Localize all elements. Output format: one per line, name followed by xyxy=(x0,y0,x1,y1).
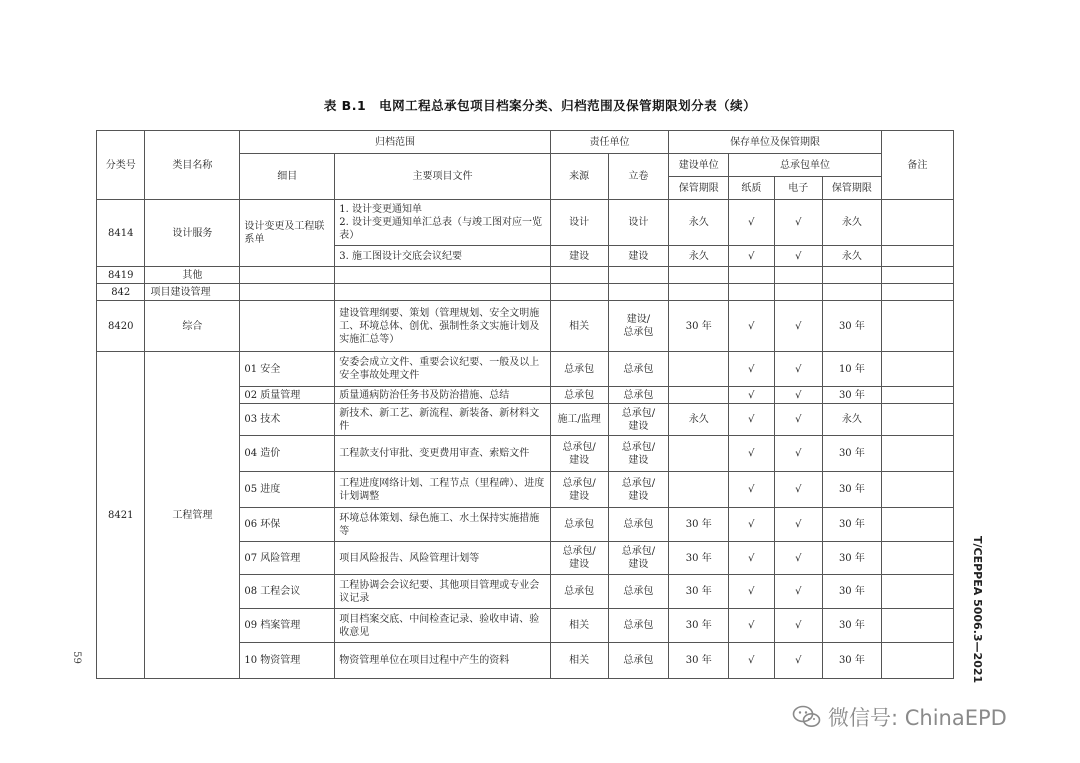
paper-check: √ xyxy=(729,575,774,609)
source-cell: 总承包/ 建设 xyxy=(550,436,608,472)
remark-cell xyxy=(881,542,953,575)
sub-item: 04 造价 xyxy=(240,436,335,472)
period-cell: 30 年 xyxy=(823,643,882,679)
docs-cell: 3. 施工图设计交底会议纪要 xyxy=(335,246,551,267)
table-row xyxy=(97,352,954,387)
remark-cell xyxy=(881,575,953,609)
period-cell: 30 年 xyxy=(823,542,882,575)
table-title: 表 B.1 电网工程总承包项目档案分类、归档范围及保管期限划分表（续） xyxy=(323,98,757,113)
filing-cell: 总承包 xyxy=(608,352,669,387)
period-cell: 30 年 xyxy=(823,575,882,609)
electronic-check: √ xyxy=(774,575,822,609)
header-source: 来源 xyxy=(550,154,608,200)
electronic-check: √ xyxy=(774,609,822,643)
sub-item xyxy=(240,301,335,352)
source-cell: 相关 xyxy=(550,609,608,643)
electronic-check: √ xyxy=(774,352,822,387)
electronic-check: √ xyxy=(774,472,822,508)
wechat-icon xyxy=(792,704,822,730)
header-keeping: 保存单位及保管期限 xyxy=(669,131,881,154)
group-name: 工程管理 xyxy=(145,352,240,679)
sub-item: 03 技术 xyxy=(240,404,335,436)
owner-period-cell: 永久 xyxy=(669,200,729,246)
docs-cell: 物资管理单位在项目过程中产生的资料 xyxy=(335,643,551,679)
owner-period-cell xyxy=(669,352,729,387)
docs-cell: 工程进度网络计划、工程节点（里程碑）、进度计划调整 xyxy=(335,472,551,508)
period-cell: 30 年 xyxy=(823,609,882,643)
docs-cell: 项目风险报告、风险管理计划等 xyxy=(335,542,551,575)
owner-period-cell xyxy=(669,436,729,472)
filing-cell: 总承包 xyxy=(608,609,669,643)
header-contractor-period: 保管期限 xyxy=(823,177,882,200)
group-name: 项目建设管理 xyxy=(145,284,240,301)
filing-cell: 总承包 xyxy=(608,387,669,404)
group-code: 8419 xyxy=(97,267,145,284)
header-docs: 主要项目文件 xyxy=(335,154,551,200)
sub-item: 08 工程会议 xyxy=(240,575,335,609)
paper-check: √ xyxy=(729,508,774,542)
source-cell: 建设 xyxy=(550,246,608,267)
header-category: 类目名称 xyxy=(145,131,240,200)
source-cell: 施工/监理 xyxy=(550,404,608,436)
group-name: 综合 xyxy=(145,301,240,352)
remark-cell xyxy=(881,436,953,472)
paper-check: √ xyxy=(729,352,774,387)
electronic-check: √ xyxy=(774,643,822,679)
source-cell: 总承包 xyxy=(550,575,608,609)
remark-cell xyxy=(881,508,953,542)
header-filing: 立卷 xyxy=(608,154,669,200)
owner-period-cell: 30 年 xyxy=(669,301,729,352)
header-responsibility: 责任单位 xyxy=(550,131,669,154)
filing-cell: 总承包/ 建设 xyxy=(608,542,669,575)
period-cell: 30 年 xyxy=(823,472,882,508)
paper-check: √ xyxy=(729,387,774,404)
group-code: 8421 xyxy=(97,352,145,679)
table-row xyxy=(97,284,954,301)
electronic-check: √ xyxy=(774,387,822,404)
filing-cell: 总承包 xyxy=(608,508,669,542)
docs-cell: 安委会成立文件、重要会议纪要、一般及以上安全事故处理文件 xyxy=(335,352,551,387)
table-row xyxy=(97,267,954,284)
source-cell: 总承包/ 建设 xyxy=(550,472,608,508)
electronic-check: √ xyxy=(774,246,822,267)
header-paper: 纸质 xyxy=(729,177,774,200)
sub-item: 01 安全 xyxy=(240,352,335,387)
remark-cell xyxy=(881,643,953,679)
source-cell: 总承包/ 建设 xyxy=(550,542,608,575)
header-remark: 备注 xyxy=(881,131,953,200)
remark-cell xyxy=(881,387,953,404)
filing-cell: 总承包/ 建设 xyxy=(608,436,669,472)
period-cell: 30 年 xyxy=(823,436,882,472)
docs-cell: 工程款支付审批、变更费用审查、索赔文件 xyxy=(335,436,551,472)
owner-period-cell: 30 年 xyxy=(669,508,729,542)
header-contractor: 总承包单位 xyxy=(729,154,882,177)
filing-cell: 总承包 xyxy=(608,575,669,609)
group-code: 8414 xyxy=(97,200,145,267)
owner-period-cell: 永久 xyxy=(669,246,729,267)
group-code: 8420 xyxy=(97,301,145,352)
source-cell: 总承包 xyxy=(550,352,608,387)
paper-check: √ xyxy=(729,609,774,643)
filing-cell: 建设 xyxy=(608,246,669,267)
sub-item: 10 物资管理 xyxy=(240,643,335,679)
sub-item: 09 档案管理 xyxy=(240,609,335,643)
period-cell: 30 年 xyxy=(823,387,882,404)
owner-period-cell xyxy=(669,472,729,508)
remark-cell xyxy=(881,472,953,508)
owner-period-cell: 永久 xyxy=(669,404,729,436)
group-code: 842 xyxy=(97,284,145,301)
paper-check: √ xyxy=(729,643,774,679)
period-cell: 永久 xyxy=(823,404,882,436)
remark-cell xyxy=(881,301,953,352)
docs-cell: 环境总体策划、绿色施工、水土保持实施措施等 xyxy=(335,508,551,542)
electronic-check: √ xyxy=(774,508,822,542)
electronic-check: √ xyxy=(774,301,822,352)
paper-check: √ xyxy=(729,542,774,575)
electronic-check: √ xyxy=(774,404,822,436)
remark-cell xyxy=(881,609,953,643)
docs-cell: 1. 设计变更通知单 2. 设计变更通知单汇总表（与竣工图对应一览表） xyxy=(335,200,551,246)
header-item: 细目 xyxy=(240,154,335,200)
sub-item: 06 环保 xyxy=(240,508,335,542)
period-cell: 10 年 xyxy=(823,352,882,387)
header-scope: 归档范围 xyxy=(240,131,550,154)
header-row-1 xyxy=(97,131,954,154)
docs-cell: 建设管理纲要、策划（管理规划、安全文明施工、环境总体、创优、强制性条文实施计划及实施汇总等） xyxy=(335,301,551,352)
paper-check: √ xyxy=(729,472,774,508)
period-cell: 30 年 xyxy=(823,508,882,542)
docs-cell: 工程协调会会议纪要、其他项目管理或专业会议记录 xyxy=(335,575,551,609)
archive-classification-table xyxy=(96,130,954,679)
filing-cell: 设计 xyxy=(608,200,669,246)
docs-cell: 新技术、新工艺、新流程、新装备、新材料文件 xyxy=(335,404,551,436)
group-name: 其他 xyxy=(145,267,240,284)
filing-cell: 总承包 xyxy=(608,643,669,679)
source-cell: 设计 xyxy=(550,200,608,246)
wechat-watermark xyxy=(792,702,1007,732)
remark-cell xyxy=(881,352,953,387)
filing-cell: 建设/ 总承包 xyxy=(608,301,669,352)
sub-item: 02 质量管理 xyxy=(240,387,335,404)
period-cell: 30 年 xyxy=(823,301,882,352)
watermark-text: 微信号: ChinaEPD xyxy=(828,706,1007,730)
sub-item: 设计变更及工程联系单 xyxy=(240,200,335,267)
remark-cell xyxy=(881,404,953,436)
group-name: 设计服务 xyxy=(145,200,240,267)
sub-item: 07 风险管理 xyxy=(240,542,335,575)
header-owner: 建设单位 xyxy=(669,154,729,177)
source-cell: 总承包 xyxy=(550,387,608,404)
source-cell: 相关 xyxy=(550,301,608,352)
filing-cell: 总承包/ 建设 xyxy=(608,472,669,508)
page-number: 59 xyxy=(70,651,82,664)
sub-item: 05 进度 xyxy=(240,472,335,508)
period-cell: 永久 xyxy=(823,200,882,246)
electronic-check: √ xyxy=(774,200,822,246)
electronic-check: √ xyxy=(774,542,822,575)
owner-period-cell: 30 年 xyxy=(669,542,729,575)
docs-cell: 质量通病防治任务书及防治措施、总结 xyxy=(335,387,551,404)
source-cell: 总承包 xyxy=(550,508,608,542)
filing-cell: 总承包/ 建设 xyxy=(608,404,669,436)
owner-period-cell xyxy=(669,387,729,404)
remark-cell xyxy=(881,246,953,267)
table-row xyxy=(97,301,954,352)
paper-check: √ xyxy=(729,404,774,436)
electronic-check: √ xyxy=(774,436,822,472)
header-owner-period: 保管期限 xyxy=(669,177,729,200)
remark-cell xyxy=(881,200,953,246)
source-cell: 相关 xyxy=(550,643,608,679)
paper-check: √ xyxy=(729,200,774,246)
header-electronic: 电子 xyxy=(774,177,822,200)
docs-cell: 项目档案交底、中间检查记录、验收申请、验收意见 xyxy=(335,609,551,643)
standard-number-label: T/CEPPEA 5006.3—2021 xyxy=(971,536,984,684)
owner-period-cell: 30 年 xyxy=(669,575,729,609)
paper-check: √ xyxy=(729,301,774,352)
period-cell: 永久 xyxy=(823,246,882,267)
owner-period-cell: 30 年 xyxy=(669,643,729,679)
owner-period-cell: 30 年 xyxy=(669,609,729,643)
paper-check: √ xyxy=(729,246,774,267)
header-code: 分类号 xyxy=(97,131,145,200)
table-row xyxy=(97,200,954,246)
paper-check: √ xyxy=(729,436,774,472)
